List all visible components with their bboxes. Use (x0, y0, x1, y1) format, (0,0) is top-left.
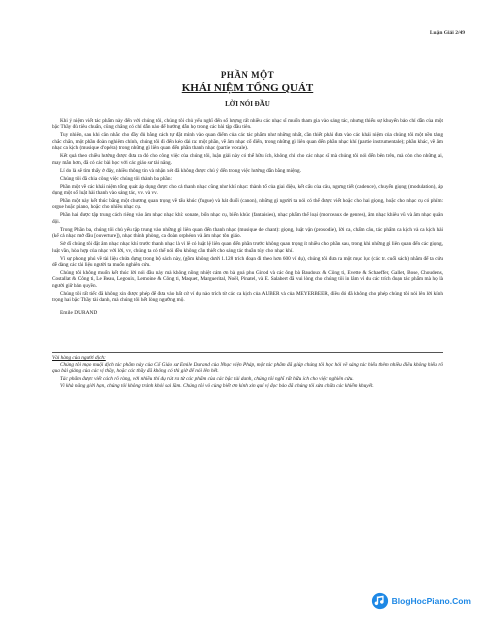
section-title: LỜI NÓI ĐẦU (225, 100, 270, 108)
translator-note: Vì khả năng giới hạn, chúng tôi không tránh khỏi sai lầm. Chúng tôi vô cùng biết ơn kính xin quí vị đọc bảo đã chúng tôi sửa chữa các khiếm khuyết. (60, 383, 374, 390)
page-header-label: Luận Giải 2/49 (429, 30, 465, 36)
paragraph: Phần một này kết thúc bằng một chương quan trọng về tẩu khúc (fugue) và hát đuổi (canon), những gì người ta nói có thể được viết hoặc cho hai giọng, hoặc cho nhạc cụ có phím: orgue hoặc piano, hoặc cho nhiều nhạc cụ. (52, 198, 443, 211)
paragraph: Lí do là sẽ tìm thấy ở đây, nhiều thông tin và nhận xét đã không được chú ý đến trong việc hướng dẫn bằng miệng. (60, 167, 301, 174)
author-signature: Emile DURAND (60, 309, 98, 316)
paragraph: Chúng tôi rất tiếc đã không xin được phép để đưa vào bất cứ ví dụ nào trích từ các ca kịch của AUBER và của MEYERBEER, điều đó đã không cho phép chúng tôi nói lên lời kính trọng hai bậc Thầy tài danh, mà chúng tôi hết lòng ngưỡng mộ. (52, 290, 443, 304)
watermark (371, 592, 471, 610)
paragraph: Sở dĩ chúng tôi đặt âm nhạc nhạc khí trước thanh nhạc là vì lẽ có luật lệ liên quan đến phần trước không quan trọng ít nhiều cho phần sau, trong khi những gì liên quan đến các giọng, luật vần, hòa hợp của nhạc với lời, vv, chúng ta có thể nói đều không cần thiết cho sáng tác thuần túy cho nhạc khí. (52, 241, 443, 254)
piano-note-icon (371, 592, 389, 610)
preface-text (52, 118, 443, 304)
paragraph: Chúng tôi không muốn kết thúc lời nói đầu này mà không nồng nhiệt cám ơn bà goá phu Girod và các ông bà Baudoux & Công ti, Evette & Schaeffer, Gallet, Bose, Choudens, Costallat & Công ti, Le Beau, Legouix, Lemoine & Công ti, Maquet, Marguerital, Noël, Pinatel, và E. Salabert đã vui lòng cho chúng tôi in lâm vì du các trích đoạn tác phẩm mà họ là người giữ bản quyền. (52, 270, 443, 289)
paragraph: Vì sự phong phú về tài liệu chứa đựng trong bộ sách này, (gồm không dưới 1.128 trích đoạn đi theo hơn 600 ví dụ), chúng tôi đưa ra một mục lục (các tr. cuối sách) nhằm để ta cứu dễ dàng các tài liệu người ta muốn nghiên cứu. (52, 255, 443, 269)
watermark-text: BlogHocPiano.Com (391, 596, 471, 606)
paragraph: Trong Phần ba, chúng tôi chủ yếu tập trung vào những gì liên quan đến thanh nhạc (musique de chant): giọng, luật vận (prosodie), lời ca, chấm câu, tác phẩm ca kịch và ca kịch hài (kể cả nhạc mở đầu [ouverture]), nhạc thính phòng, ca đoàn orphéon và âm nhạc tôn giáo. (52, 226, 443, 240)
document-body (52, 70, 443, 390)
paragraph: Phần một về các khái niệm tổng quát áp dụng được cho cả thanh nhạc cũng như khí nhạc: thành tố của giai điệu, kết cấu của câu, ngưng tiết (cadence), chuyển giọng (modulation), áp dụng một số luật hài thanh vào sáng tác, vv. và vv. (52, 183, 443, 197)
paragraph: Khi ý niệm viết tác phẩm này đến với chúng tôi, chúng tôi chủ yếu nghĩ đến số lượng rất nhiều các nhạc sĩ muốn tham gia vào sáng tác, nhưng thiếu sự khuyến bảo chỉ dẫn của một bậc Thầy đủ tiêu chuẩn, cũng chẳng có chỉ dẫn nào để hướng dẫn họ trong các bài tập đầu tiên. (52, 118, 443, 131)
translator-note: Chúng tôi mạo muội dịch tác phẩm này của Cố Giáo sư Emile Durand của Nhạc viện Pháp, một tác phẩm đã giúp chúng tôi học hỏi về sáng tác hiểu thêm nhiều điều không hiểu rõ qua bài giảng của các vị thầy, hoặc các thầy đã không có thì giờ để nói lên hết. (52, 362, 443, 375)
translator-notes (52, 355, 443, 390)
part-title: PHẦN MỘT (220, 70, 275, 80)
paragraph: Phần hai được tập trung cách riêng vào âm nhạc nhạc khí: sonate, bốn nhạc cụ, biến khúc (fantaisies), nhạc phẩm thể loại (morceaux de genres), âm nhạc khiêu vũ và âm nhạc quân đội. (52, 212, 443, 225)
footnote-divider (52, 352, 443, 353)
paragraph: Chúng tôi đã chia công việc chúng tôi thành ba phần: (60, 175, 172, 182)
paragraph: Kết quả theo chiều hướng được đưa ra đó cho công việc của chúng tôi, luận giải này có thể hữu ích, không chỉ cho các nhạc sĩ mà chúng tôi nói đến bên trên, mà còn cho những ai, may mắn hơn, đã có các bài học với các giáo sư tài năng. (52, 153, 443, 166)
paragraph: Tuy nhiên, sau khi cân nhắc cho đầy đủ bằng cách tự đặt mình vào quan điểm của các tác phẩm như những nhất, cần thiết phải đưa vào các khái niệm của chúng tôi một nền tảng chắc chắn, một phần đoàn nghiêm chỉnh, chúng tôi đi đến kéo dài ra: một phần, về âm nhạc cổ điển, trong những gì liên quan đến phần nhạc khí (partie instrumentale); phần khác, về âm nhạc ca kịch (musique d'opéra) trong những gì liên quan đến phần thanh nhạc (partie vocale). (52, 132, 443, 152)
main-title: KHÁI NIỆM TỔNG QUÁT (181, 82, 314, 94)
translator-notes-heading: Vài hàng của người dịch: (52, 354, 106, 361)
translator-note: Tác phẩm được viết cách rõ ràng, với nhiều thí dụ rút ra từ các phẩm của các bậc tài danh, chúng tôi nghĩ rất hữu ích cho việc nghiên cứu. (60, 375, 354, 382)
